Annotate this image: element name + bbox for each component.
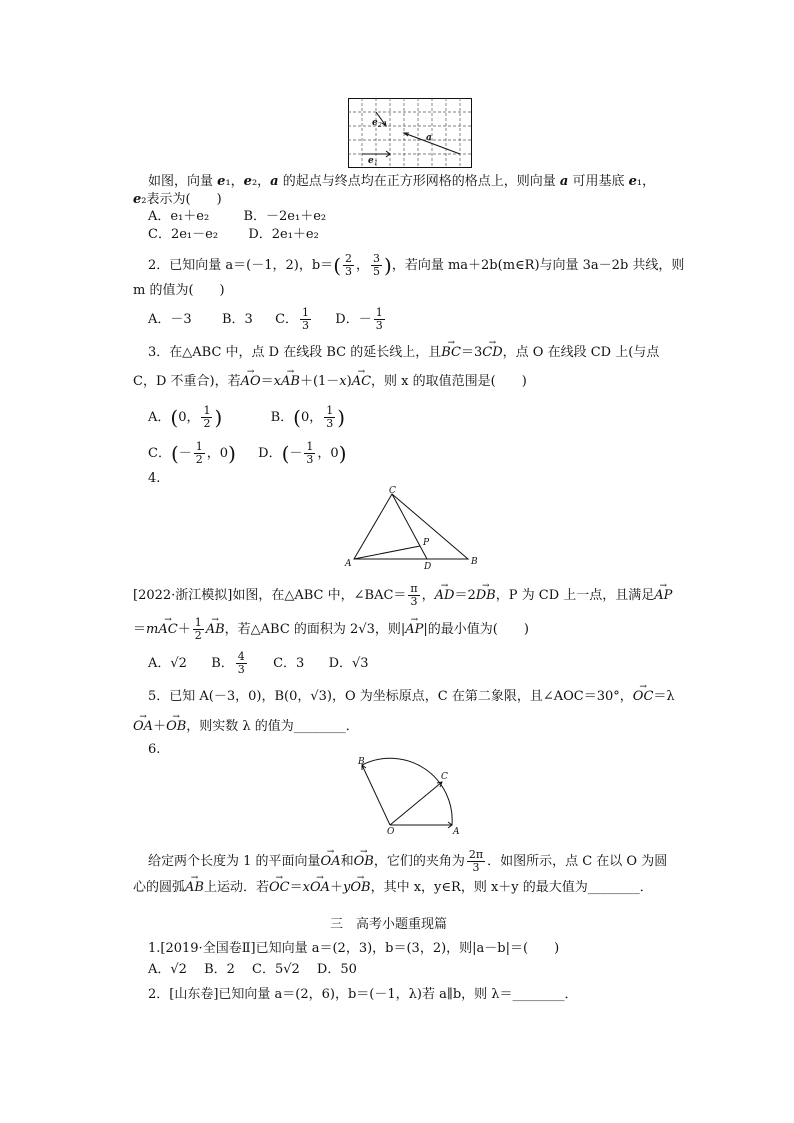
q1-option-c[interactable]: C．2e₁－e₂ xyxy=(148,227,219,242)
q5-stem: 5．已知 A(－3，0)，B(0，√3)，O 为坐标原点，C 在第二象限，且∠AOC＝30°，→ OC＝λ xyxy=(148,688,675,706)
q6-stem-cont: 心的圆弧→ AB上运动．若→ OC＝x→ OA＋y→ OB，其中 x，y∈R，则 x＋y 的最大值为________． xyxy=(133,879,653,897)
q4-option-d[interactable]: D．√3 xyxy=(328,656,369,671)
q1-option-d[interactable]: D．2e₁＋e₂ xyxy=(248,227,319,242)
q1-stem-cont: e₂表示为( ) xyxy=(133,192,222,207)
q1-option-b[interactable]: B．－2e₁＋e₂ xyxy=(243,209,327,224)
q3-stem-cont: C，D 不重合)，若→ AO＝x→ AB＋(1－x)→ AC，则 x 的取值范围是( ) xyxy=(133,373,527,391)
grid-label-e2-sub: 2 xyxy=(378,122,382,129)
arc-figure xyxy=(352,755,470,837)
s1-options: A．√2 B．2 C．5√2 D．50 xyxy=(148,962,357,977)
q6-number: 6. xyxy=(148,742,161,757)
arc-label-o: O xyxy=(387,827,395,837)
q2-option-b[interactable]: B．3 xyxy=(221,312,253,327)
q4-option-b[interactable]: B． $\frac{4}{3}$ xyxy=(211,650,245,676)
q2-option-c[interactable]: C． $\frac{1}{3}$ xyxy=(275,306,310,332)
triangle-label-a: A xyxy=(345,559,352,569)
q4-option-c[interactable]: C．3 xyxy=(273,656,305,671)
q6-stem: 给定两个长度为 1 的平面向量→ OA和→ OB，它们的夹角为 $\frac{2\pi}{3}$ ．如图所示，点 C 在以 O 为圆 xyxy=(148,849,667,874)
q3-option-a[interactable]: A．(0， $\frac{1}{2}$ ) xyxy=(148,404,223,430)
arc-label-c: C xyxy=(441,772,448,782)
q2-stem-cont: m 的值为( ) xyxy=(133,283,225,298)
q3-options-row1 xyxy=(148,405,345,430)
triangle-figure xyxy=(340,484,488,570)
q3-options-row2 xyxy=(148,441,347,466)
section-title: 三 高考小题重现篇 xyxy=(330,917,448,932)
q5-stem-cont: → OA＋→ OB，则实数 λ 的值为________． xyxy=(133,718,359,736)
q4-option-a[interactable]: A．√2 xyxy=(148,656,187,671)
triangle-label-p: P xyxy=(423,538,430,548)
grid-label-a: a xyxy=(426,133,432,143)
s1-stem: 1.[2019·全国卷Ⅱ]已知向量 a＝(2，3)，b＝(3，2)，则|a－b|＝( ) xyxy=(148,941,560,956)
q4-number: 4. xyxy=(148,471,161,486)
q3-option-c[interactable]: C．(－ $\frac{1}{2}$ ，0) xyxy=(148,440,236,466)
q2-option-a[interactable]: A．－3 xyxy=(148,312,192,327)
s2-stem: 2．[山东卷]已知向量 a＝(2，6)，b＝(－1，λ)若 a∥b，则 λ＝________． xyxy=(148,987,578,1002)
q3-option-b[interactable]: B．(0， $\frac{1}{3}$ ) xyxy=(270,404,346,430)
grid-label-e1-sub: 1 xyxy=(374,160,378,167)
grid-label-e2: e xyxy=(372,118,378,128)
q2-option-d[interactable]: D．－ $\frac{1}{3}$ xyxy=(335,306,383,332)
q2-stem: 2．已知向量 a＝(－1，2)，b＝( $\frac{2}{3}$ ， $\frac{3}{5}$ )，若向量 ma＋2b(m∈R)与向量 3a－2b 共线，则 xyxy=(148,252,685,278)
grid-label-e1: e xyxy=(368,156,374,166)
q1-option-a[interactable]: A．e₁＋e₂ xyxy=(148,209,210,224)
q3-option-d[interactable]: D．(－ $\frac{1}{3}$ ，0) xyxy=(258,440,347,466)
q1-options-row1 xyxy=(148,208,326,226)
triangle-label-d: D xyxy=(424,562,432,570)
q4-options xyxy=(148,651,369,676)
q4-stem: [2022·浙江模拟]如图，在△ABC 中，∠BAC＝ $\frac{\pi}{3}$ ，→ AD＝2→ DB，P 为 CD 上一点，且满足→ AP xyxy=(133,583,672,608)
triangle-label-b: B xyxy=(471,557,478,567)
q1-stem: 如图，向量 e₁，e₂，a 的起点与终点均在正方形网格的格点上，则向量 a 可用基底 e₁， xyxy=(148,174,656,189)
q2-options xyxy=(148,307,387,332)
grid-figure xyxy=(348,98,472,168)
arc-label-a: A xyxy=(453,827,460,837)
q1-options-row2 xyxy=(148,226,319,244)
triangle-label-c: C xyxy=(389,486,396,496)
q3-stem: 3．在△ABC 中，点 D 在线段 BC 的延长线上，且→ BC＝3→ CD，点 O 在线段 CD 上(与点 xyxy=(148,344,659,362)
q4-stem-cont: ＝m→ AC＋ $\frac{1}{2}$ → AB，若△ABC 的面积为 2√3，则|→ AP|的最小值为( ) xyxy=(133,617,529,642)
arc-label-b: B xyxy=(358,757,365,767)
